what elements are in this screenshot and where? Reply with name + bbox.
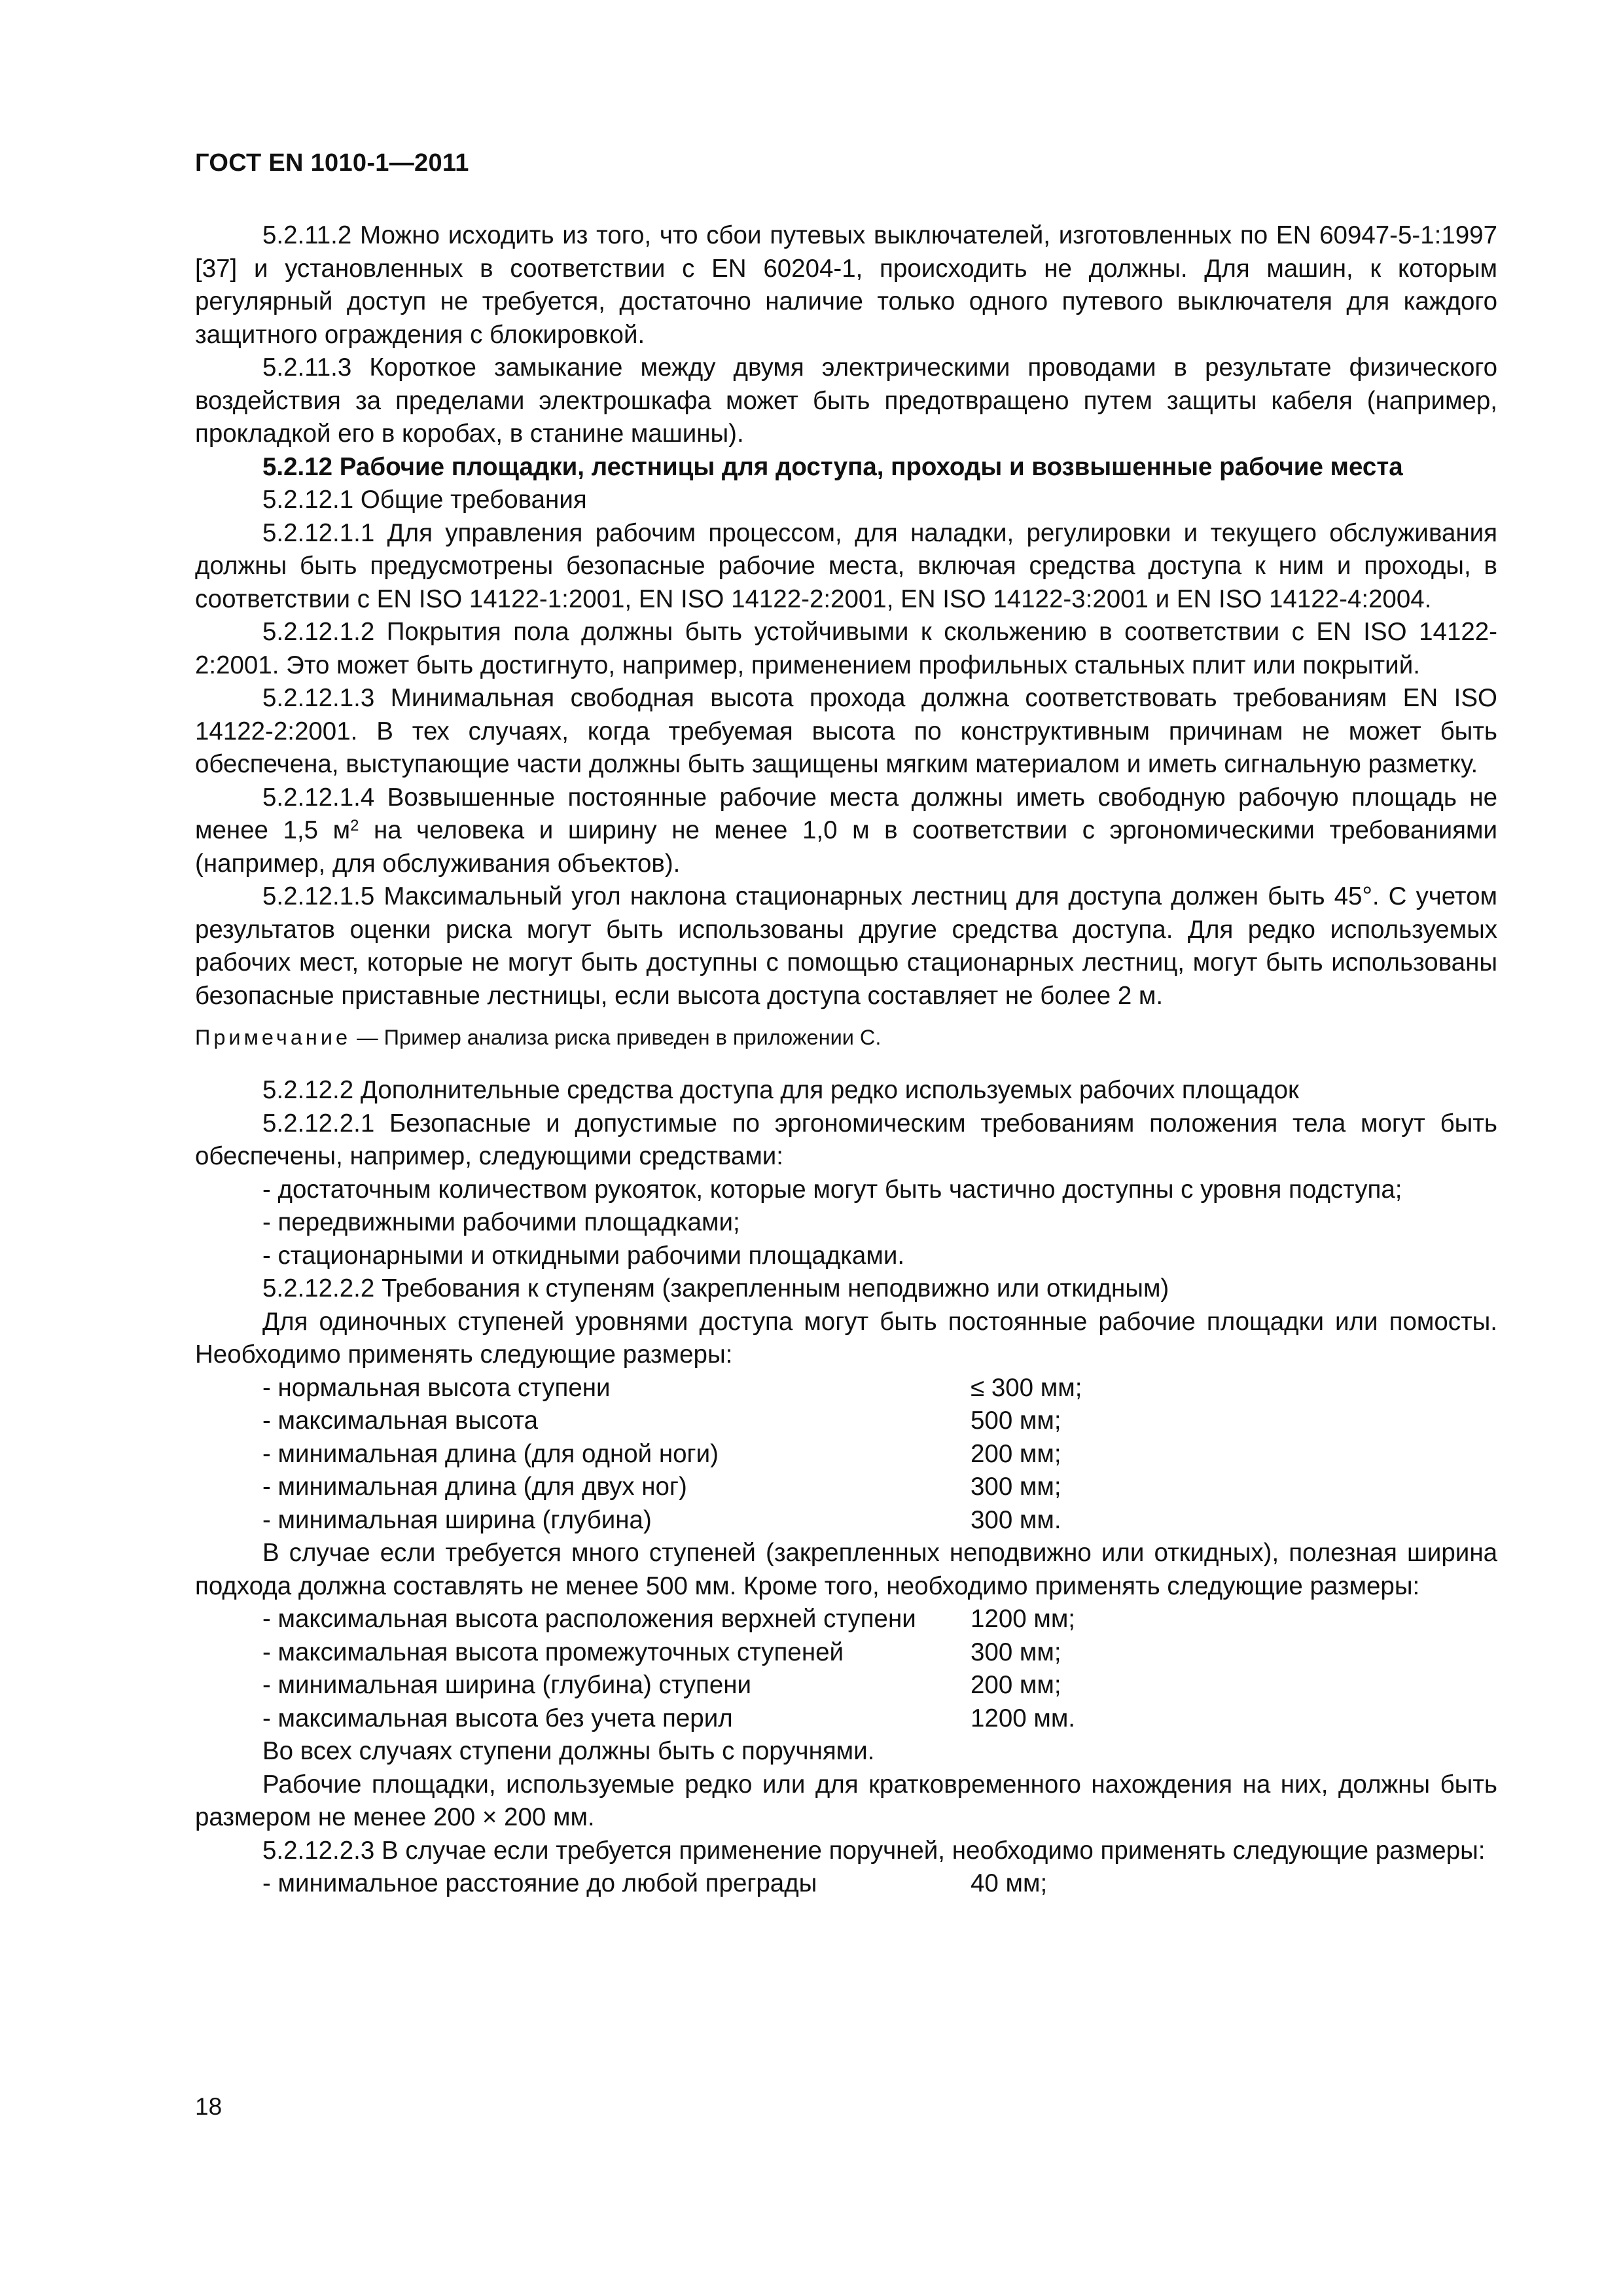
paragraph-platform-size: Рабочие площадки, используемые редко или для кратковременного нахождения на них, должны быть размером не менее 200 × 200 мм. <box>195 1770 1497 1831</box>
row-value: 40 мм; <box>971 1869 1048 1897</box>
table-row <box>195 1636 1497 1670</box>
paragraph-5-2-11-3: 5.2.11.3 Короткое замыкание между двумя электрическими проводами в результате физического воздействия за пределами электрошкафа может быть предотвращено путем защиты кабеля (например, прокладкой его в коробах, в станине машины). <box>195 353 1497 448</box>
paragraph-5-2-12-2-1: 5.2.12.2.1 Безопасные и допустимые по эргономическим требованиям положения тела могут быть обеспечены, например, следующими средствами: <box>195 1109 1497 1170</box>
row-label: - максимальная высота без учета перил <box>262 1704 733 1732</box>
paragraph-5-2-12-1-4-part2: на человека и ширину не менее 1,0 м в соответствии с эргономическими требованиями (например, для обслуживания объектов). <box>195 816 1497 878</box>
table-row <box>195 1702 1497 1736</box>
note-text: — Пример анализа риска приведен в приложении С. <box>351 1026 882 1049</box>
document-body <box>195 219 1497 1901</box>
row-value: ≤ 300 мм; <box>971 1373 1082 1402</box>
paragraph-single-steps: Для одиночных ступеней уровнями доступа могут быть постоянные рабочие площадки или помосты. Необходимо применять следующие размеры: <box>195 1307 1497 1369</box>
note-label: Примечание <box>195 1026 351 1049</box>
paragraph-5-2-12-1-3: 5.2.12.1.3 Минимальная свободная высота прохода должна соответствовать требованиям EN ISO 14122-2:2001. В тех случаях, когда требуемая высота по конструктивным причинам не может быть обеспечена, выступающие части должны быть защищены мягким материалом и иметь сигнальную разметку. <box>195 684 1497 778</box>
list-item: - достаточным количеством рукояток, которые могут быть частично доступны с уровня подступа; <box>262 1175 1402 1204</box>
single-steps-dimensions-table <box>195 1372 1497 1537</box>
table-row <box>195 1867 1497 1901</box>
paragraph-multiple-steps: В случае если требуется много ступеней (закрепленных неподвижно или откидных), полезная ширина подхода должна составлять не менее 500 мм. Кроме того, необходимо применять следующие размеры: <box>195 1539 1497 1600</box>
paragraph-handrails-required: Во всех случаях ступени должны быть с поручнями. <box>262 1737 875 1765</box>
row-label: - максимальная высота <box>262 1407 539 1435</box>
row-label: - нормальная высота ступени <box>262 1373 611 1402</box>
row-label: - минимальная ширина (глубина) <box>262 1505 652 1534</box>
square-superscript: 2 <box>350 817 359 835</box>
paragraph-5-2-12-2-3: 5.2.12.2.3 В случае если требуется применение поручней, необходимо применять следующие размеры: <box>262 1836 1486 1865</box>
table-row <box>195 1669 1497 1702</box>
table-row <box>195 1471 1497 1504</box>
row-label: - минимальная ширина (глубина) ступени <box>262 1671 752 1699</box>
handrail-dimensions-table <box>195 1867 1497 1901</box>
row-value: 300 мм; <box>971 1473 1061 1501</box>
paragraph-5-2-11-2: 5.2.11.2 Можно исходить из того, что сбои путевых выключателей, изготовленных по EN 60947-5-1:1997 [37] и установленных в соответствии с EN 60204-1, происходить не должны. Для машин, к которым регулярный доступ не требуется, достаточно наличие только одного путевого выключателя для каждого защитного ограждения с блокировкой. <box>195 221 1497 349</box>
row-label: - минимальная длина (для двух ног) <box>262 1473 687 1501</box>
table-row <box>195 1438 1497 1471</box>
list-item: - передвижными рабочими площадками; <box>262 1208 740 1236</box>
paragraph-5-2-12-2-2: 5.2.12.2.2 Требования к ступеням (закрепленным неподвижно или откидным) <box>262 1274 1169 1302</box>
paragraph-5-2-12-1-4-part1: 5.2.12.1.4 Возвышенные постоянные рабочие места должны иметь свободную рабочую площадь не менее 1,5 м <box>195 783 1497 844</box>
row-value: 1200 мм. <box>971 1704 1075 1732</box>
list-item: - стационарными и откидными рабочими площадками. <box>262 1241 905 1270</box>
paragraph-5-2-12-1-1: 5.2.12.1.1 Для управления рабочим процессом, для наладки, регулировки и текущего обслуживания должны быть предусмотрены безопасные рабочие места, включая средства доступа к ним и проходы, в соответствии с EN ISO 14122-1:2001, EN ISO 14122-2:2001, EN ISO 14122-3:2001 и EN ISO 14122-4:2004. <box>195 518 1497 613</box>
row-label: - максимальная высота расположения верхней ступени <box>262 1605 916 1633</box>
document-header: ГОСТ EN 1010-1—2011 <box>195 149 469 177</box>
table-row <box>195 1372 1497 1405</box>
row-label: - максимальная высота промежуточных ступеней <box>262 1638 844 1666</box>
row-value: 500 мм; <box>971 1407 1061 1435</box>
page-number: 18 <box>195 2093 223 2120</box>
subsection-title-5-2-12-2: 5.2.12.2 Дополнительные средства доступа для редко используемых рабочих площадок <box>262 1076 1299 1104</box>
paragraph-5-2-12-1-5: 5.2.12.1.5 Максимальный угол наклона стационарных лестниц для доступа должен быть 45°. С учетом результатов оценки риска могут быть использованы другие средства доступа. Для редко используемых рабочих мест, которые не могут быть доступны с помощью стационарных лестниц, могут быть использованы безопасные приставные лестницы, если высота доступа составляет не более 2 м. <box>195 882 1497 1010</box>
row-value: 200 мм; <box>971 1671 1061 1699</box>
paragraph-5-2-12-1-4 <box>195 781 1497 881</box>
table-row <box>195 1504 1497 1537</box>
paragraph-5-2-12-1-2: 5.2.12.1.2 Покрытия пола должны быть устойчивыми к скольжению в соответствии с EN ISO 14122-2:2001. Это может быть достигнуто, например, применением профильных стальных плит или покрытий. <box>195 618 1497 679</box>
row-value: 200 мм; <box>971 1439 1061 1468</box>
row-label: - минимальная длина (для одной ноги) <box>262 1439 719 1468</box>
multi-steps-dimensions-table <box>195 1603 1497 1735</box>
row-value: 1200 мм; <box>971 1605 1075 1633</box>
section-heading-5-2-12: 5.2.12 Рабочие площадки, лестницы для доступа, проходы и возвышенные рабочие места <box>262 452 1403 481</box>
row-value: 300 мм; <box>971 1638 1061 1666</box>
subsection-title-5-2-12-1: 5.2.12.1 Общие требования <box>262 486 587 514</box>
row-value: 300 мм. <box>971 1505 1061 1534</box>
table-row <box>195 1405 1497 1438</box>
row-label: - минимальное расстояние до любой преграды <box>262 1869 817 1897</box>
note <box>195 1023 1497 1052</box>
table-row <box>195 1603 1497 1636</box>
